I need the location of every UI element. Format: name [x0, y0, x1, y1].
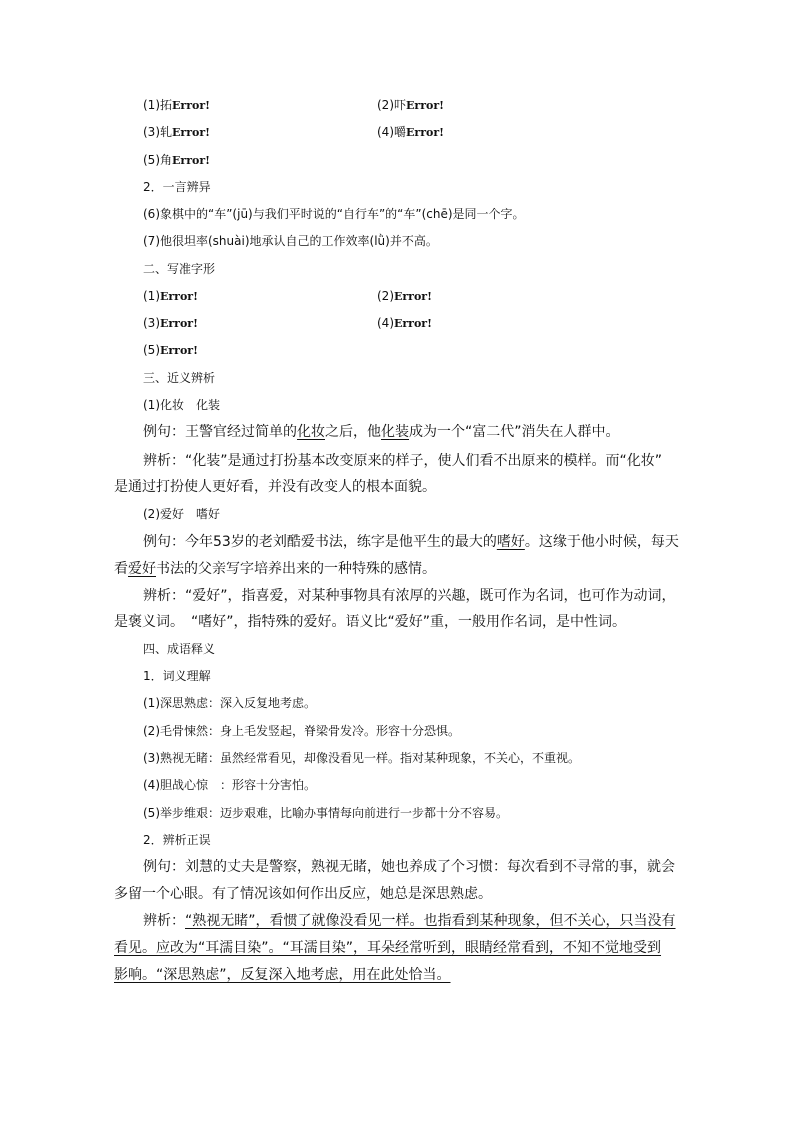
question-7: (7)他很坦率(shuài)地承认自己的工作效率(lǜ)并不高。 — [143, 234, 438, 248]
text: 例句：王警官经过简单的 — [143, 424, 297, 440]
error-text: Error! — [406, 126, 444, 139]
text: 之后，他 — [325, 424, 381, 440]
error-text: Error! — [160, 344, 198, 357]
item-number: (1) — [143, 98, 160, 112]
sec1-item-1 — [143, 96, 210, 115]
sec3-p2-example-l2 — [114, 559, 436, 579]
sec4-sub1-title: 1．词义理解 — [143, 669, 211, 683]
sec4-analysis-l3: 影响。“深思熟虑”，反复深入地考虑，用在此处恰当。 — [114, 967, 451, 983]
idiom-item-5: (5)举步维艰：迈步艰难，比喻办事情每向前进行一步都十分不容易。 — [143, 806, 509, 820]
item-number: (3) — [143, 316, 160, 330]
underlined-word: 化装 — [381, 424, 409, 440]
error-text: Error! — [172, 154, 210, 167]
item-number: (5) — [143, 343, 160, 357]
sec1-sub2-title: 2．一言辨异 — [143, 180, 211, 194]
item-number: (2) — [377, 289, 394, 303]
sec1-item-5 — [143, 151, 210, 170]
idiom-item-2: (2)毛骨悚然：身上毛发竖起，脊梁骨发冷。形容十分恐惧。 — [143, 724, 461, 738]
sec3-p1-analysis-l1: 辨析：“化装”是通过打扮基本改变原来的样子，使人们看不出原来的模样。而“化妆” — [143, 453, 663, 469]
sec2-item-5 — [143, 341, 198, 360]
sec3-p2-example-l1 — [143, 532, 679, 552]
item-char: 吓 — [394, 98, 407, 112]
text: 例句：今年53岁的老刘酷爱书法，练字是他平生的最大的 — [143, 534, 497, 550]
idiom-item-1: (1)深思熟虑：深入反复地考虑。 — [143, 696, 316, 710]
item-number: (1) — [143, 289, 160, 303]
error-text: Error! — [394, 317, 432, 330]
item-number: (2) — [377, 98, 394, 112]
sec1-item-2 — [377, 96, 444, 115]
underlined-analysis: “熟视无睹”，看惯了就像没看见一样。也指看到某种现象，但不关心，只当没有 — [185, 913, 676, 929]
idiom-item-3: (3)熟视无睹：虽然经常看见，却像没看见一样。指对某种现象，不关心，不重视。 — [143, 751, 581, 765]
text: 看 — [114, 561, 128, 577]
sec3-p1-example — [143, 422, 620, 442]
item-char: 拓 — [160, 98, 173, 112]
sec2-item-3 — [143, 314, 198, 333]
error-text: Error! — [160, 317, 198, 330]
sec3-p2-analysis-l1: 辨析：“爱好”，指喜爱，对某种事物具有浓厚的兴趣，既可作为名词，也可作为动词， — [143, 588, 676, 604]
sec4-example-l1: 例句：刘慧的丈夫是警察，熟视无睹，她也养成了个习惯：每次看到不寻常的事，就会 — [143, 859, 675, 875]
text: 成为一个“富二代”消失在人群中。 — [409, 424, 620, 440]
sec2-item-1 — [143, 287, 198, 306]
sec4-analysis-l1 — [143, 911, 676, 931]
item-number: (5) — [143, 153, 160, 167]
item-number: (4) — [377, 125, 394, 139]
error-text: Error! — [172, 99, 210, 112]
text: 。这缘于他小时候，每天 — [524, 534, 679, 550]
error-text: Error! — [406, 99, 444, 112]
item-number: (3) — [143, 125, 160, 139]
underlined-word: 嗜好 — [496, 534, 525, 550]
sec3-p1-analysis-l2: 是通过打扮使人更好看，并没有改变人的根本面貌。 — [114, 479, 436, 495]
error-text: Error! — [172, 126, 210, 139]
sec1-item-4 — [377, 123, 444, 142]
question-6: (6)象棋中的“车”(jū)与我们平时说的“自行车”的“车”(chē)是同一个字。 — [143, 207, 525, 221]
sec1-item-3 — [143, 123, 210, 142]
idiom-item-4: (4)胆战心惊 ：形容十分害怕。 — [143, 778, 316, 792]
sec2-item-2 — [377, 287, 432, 306]
analysis-label: 辨析： — [143, 913, 185, 929]
sec4-example-l2: 多留一个心眼。有了情况该如何作出反应，她总是深思熟虑。 — [114, 886, 492, 902]
sec2-item-4 — [377, 314, 432, 333]
underlined-word: 爱好 — [128, 561, 156, 577]
item-char: 轧 — [160, 125, 173, 139]
sec3-p2-analysis-l2: 是褒义词。 “嗜好”，指特殊的爱好。语义比“爱好”重，一般用作名词，是中性词。 — [114, 614, 627, 630]
sec4-analysis-l2: 看见。应改为“耳濡目染”。“耳濡目染”，耳朵经常听到，眼睛经常看到，不知不觉地受到 — [114, 940, 662, 956]
error-text: Error! — [160, 290, 198, 303]
item-char: 嚼 — [394, 125, 407, 139]
item-number: (4) — [377, 316, 394, 330]
sec3-p1-head: (1)化妆 化装 — [143, 398, 220, 412]
error-text: Error! — [394, 290, 432, 303]
sec2-title: 二、写准字形 — [143, 262, 216, 276]
text: 书法的父亲写字培养出来的一种特殊的感情。 — [156, 561, 436, 577]
underlined-word: 化妆 — [297, 424, 325, 440]
sec4-title: 四、成语释义 — [143, 642, 216, 656]
sec3-p2-head: (2)爱好 嗜好 — [143, 507, 220, 521]
item-char: 角 — [160, 153, 173, 167]
sec4-sub2-title: 2．辨析正误 — [143, 833, 211, 847]
sec3-title: 三、近义辨析 — [143, 371, 216, 385]
